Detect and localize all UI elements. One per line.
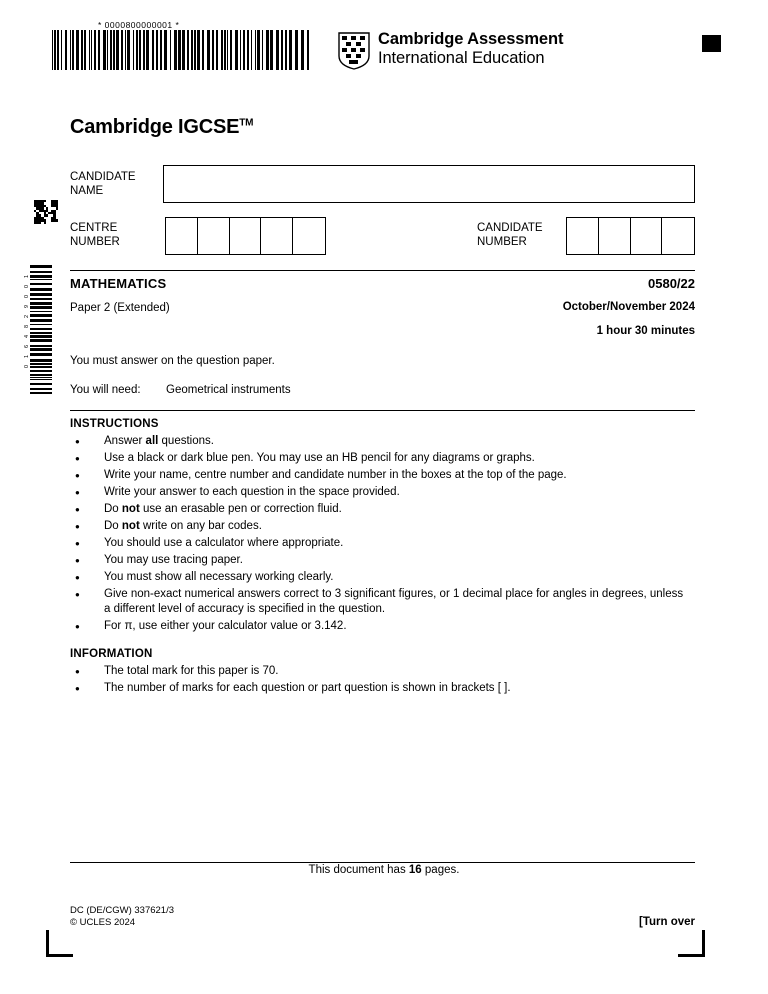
you-will-need-value: Geometrical instruments [166,384,291,396]
barcode-bar [133,30,134,70]
print-code [70,905,174,929]
digit-cell[interactable] [599,218,631,254]
document-pages-suffix: pages. [421,864,460,876]
barcode-bar [30,370,52,372]
barcode-digit: 9 [24,304,30,308]
centre-number-input[interactable] [165,217,326,255]
barcode-bar [30,302,52,305]
list-item: ● The number of marks for each question or part question is shown in brackets [ ]. [70,681,690,696]
barcode-bar [54,30,56,70]
barcode-bar [89,30,90,70]
barcode-bar [224,30,226,70]
barcode-bar [30,359,52,362]
subject-name: MATHEMATICS [70,276,167,291]
barcode-bar [191,30,193,70]
exam-session: October/November 2024 [562,301,695,313]
barcode-bar [81,30,83,70]
document-pages-prefix: This document has [308,864,409,876]
barcode-bar [76,30,79,70]
qr-module [39,222,41,224]
page-title-text: Cambridge IGCSE [70,116,240,138]
barcode-digit: 8 [24,324,30,328]
barcode-bar [30,283,52,285]
barcode-bar [212,30,214,70]
registration-mark [702,35,721,52]
barcode-bar [285,30,287,70]
barcode-bar [30,388,52,390]
instructions-heading: INSTRUCTIONS [70,418,159,430]
barcode-bar [30,279,52,280]
information-heading: INFORMATION [70,648,153,660]
barcode-bar [72,30,74,70]
barcode-bar [281,30,283,70]
barcode-bar [235,30,238,70]
barcode-bar [116,30,119,70]
barcode-bar [295,30,298,70]
barcode-bar [30,293,52,296]
barcode-bar [65,30,67,70]
barcode-bar [30,319,52,322]
qr-module [44,222,46,224]
barcode-bar [178,30,181,70]
barcode-bar [251,30,252,70]
logo-line-2: International Education [378,49,545,68]
centre-number-label-line1: CENTRE [70,222,118,234]
digit-cell[interactable] [293,218,325,254]
barcode-bar [270,30,273,70]
barcode-bar [240,30,241,70]
barcode-bar [30,377,52,378]
digit-cell[interactable] [166,218,198,254]
barcode-digit: 1 [24,274,30,278]
barcode-bar [230,30,232,70]
barcode-bar [207,30,210,70]
barcode-bar [98,30,100,70]
barcode-digit: 1 [24,354,30,358]
crop-mark-bottom-right [678,930,705,957]
barcode-bar [276,30,279,70]
candidate-number-label-line1: CANDIDATE [477,222,543,234]
barcode-bar [146,30,149,70]
trademark-mark: TM [239,117,254,129]
qr-module [56,207,58,209]
paper-code: 0580/22 [648,276,695,291]
barcode-bar [174,30,177,70]
list-item: ● You should use a calculator where appropriate. [70,536,690,551]
barcode-bar [30,383,52,385]
barcode-bar [152,30,154,70]
barcode-top [52,30,314,70]
barcode-bar [255,30,256,70]
qr-module [56,219,58,221]
barcode-bar [182,30,185,70]
barcode-bar [30,379,52,380]
barcode-bar [136,30,138,70]
barcode-bar [125,30,126,70]
digit-cell[interactable] [662,218,694,254]
document-pages-count: 16 [408,864,422,876]
digit-cell[interactable] [261,218,293,254]
barcode-bar [52,30,53,70]
instructions-list [70,434,690,636]
list-item: ● For π, use either your calculator value or 3.142. [70,619,690,634]
barcode-bar [30,306,52,309]
barcode-bar [30,311,52,312]
barcode-bar [30,348,52,351]
you-will-need [70,384,291,396]
barcode-bar [94,30,96,70]
barcode-bar [289,30,292,70]
qr-code [34,200,58,224]
side-barcode-digits [22,268,32,394]
barcode-bar [30,332,52,334]
logo-line-1: Cambridge Assessment [378,30,564,48]
candidate-name-label [70,171,136,198]
you-will-need-label: You will need: [70,384,141,396]
page-title [70,116,253,139]
cambridge-logo [338,30,588,75]
barcode-bar [143,30,145,70]
barcode-bar [216,30,218,70]
copyright-line: © UCLES 2024 [70,917,136,928]
barcode-digit: 0 [24,364,30,368]
answer-on-text: You must answer on the question paper. [70,355,275,367]
barcode-bar [30,374,52,376]
list-item: ● Give non-exact numerical answers correct to 3 significant figures, or 1 decimal place for angles in degrees, unless a different level of accuracy is specified in the question. [70,587,690,616]
barcode-bar [164,30,167,70]
barcode-bar [30,392,52,394]
barcode-bar [84,30,86,70]
barcode-bar [30,339,52,342]
document-pages [0,864,768,876]
candidate-number-input[interactable] [566,217,695,255]
barcode-bar [160,30,162,70]
barcode-digit: 6 [24,344,30,348]
turn-over-text: [Turn over [638,916,695,928]
centre-number-label [70,222,120,249]
candidate-name-input[interactable] [163,165,695,203]
barcode-bar [247,30,249,70]
barcode-bar [103,30,106,70]
barcode-bar [221,30,223,70]
barcode-bar [30,328,52,330]
candidate-name-label-line1: CANDIDATE [70,171,136,183]
divider-instructions [70,410,695,411]
barcode-bar [307,30,309,70]
barcode-bar [30,275,52,278]
barcode-bar [266,30,269,70]
list-item: ● Use a black or dark blue pen. You may use an HB pencil for any diagrams or graphs. [70,451,690,466]
barcode-bar [30,324,52,325]
barcode-bar [139,30,141,70]
information-list [70,664,690,698]
barcode-bar [194,30,196,70]
barcode-bar [30,298,52,300]
barcode-bar [301,30,304,70]
barcode-bar [197,30,200,70]
divider-bottom [70,862,695,863]
barcode-bar [70,30,71,70]
candidate-name-label-line2: NAME [70,184,104,197]
print-code-line1: DC (DE/CGW) 337621/3 [70,905,175,916]
barcode-bar [30,353,52,356]
barcode-bar [243,30,245,70]
candidate-number-label-line2: NUMBER [477,235,527,248]
digit-cell[interactable] [567,218,599,254]
side-barcode [30,265,52,395]
barcode-bar [170,30,171,70]
barcode-bar [187,30,189,70]
barcode-digit: 2 [24,314,30,318]
barcode-bar [121,30,123,70]
barcode-bar [30,345,52,347]
barcode-bar [30,271,52,273]
barcode-bar [262,30,263,70]
barcode-bar [30,363,52,365]
shield-icon [338,32,370,70]
barcode-digit: 0 [24,284,30,288]
barcode-bar [227,30,228,70]
list-item: ● Do not write on any bar codes. [70,519,690,534]
barcode-number-text: * 0000800000001 * [98,20,180,30]
barcode-bar [156,30,158,70]
barcode-bar [110,30,112,70]
barcode-bar [202,30,204,70]
list-item: ● Do not use an erasable pen or correction fluid. [70,502,690,517]
centre-number-label-line2: NUMBER [70,235,120,248]
divider-top [70,270,695,271]
exam-duration: 1 hour 30 minutes [596,325,695,337]
barcode-bar [127,30,130,70]
barcode-bar [57,30,59,70]
list-item: ● The total mark for this paper is 70. [70,664,690,679]
list-item: ● Write your answer to each question in the space provided. [70,485,690,500]
barcode-bar [61,30,62,70]
digit-cell[interactable] [631,218,663,254]
barcode-bar [91,30,92,70]
barcode-bar [107,30,108,70]
digit-cell[interactable] [230,218,262,254]
qr-module [44,200,46,202]
digit-cell[interactable] [198,218,230,254]
list-item: ● You must show all necessary working clearly. [70,570,690,585]
barcode-bar [30,314,52,317]
barcode-bar [257,30,260,70]
list-item: ● Write your name, centre number and candidate number in the boxes at the top of the page. [70,468,690,483]
list-item: ● Answer all questions. [70,434,690,449]
candidate-number-label [477,222,543,249]
paper-name: Paper 2 (Extended) [70,302,170,314]
qr-module [46,214,48,216]
barcode-digit: 4 [24,334,30,338]
barcode-bar [30,335,52,338]
barcode-bar [30,366,52,368]
barcode-bar [30,265,52,268]
crop-mark-bottom-left [46,930,73,957]
barcode-digit: 0 [24,294,30,298]
logo-text [378,30,563,69]
list-item: ● You may use tracing paper. [70,553,690,568]
barcode-bar [113,30,115,70]
barcode-bar [30,288,52,291]
